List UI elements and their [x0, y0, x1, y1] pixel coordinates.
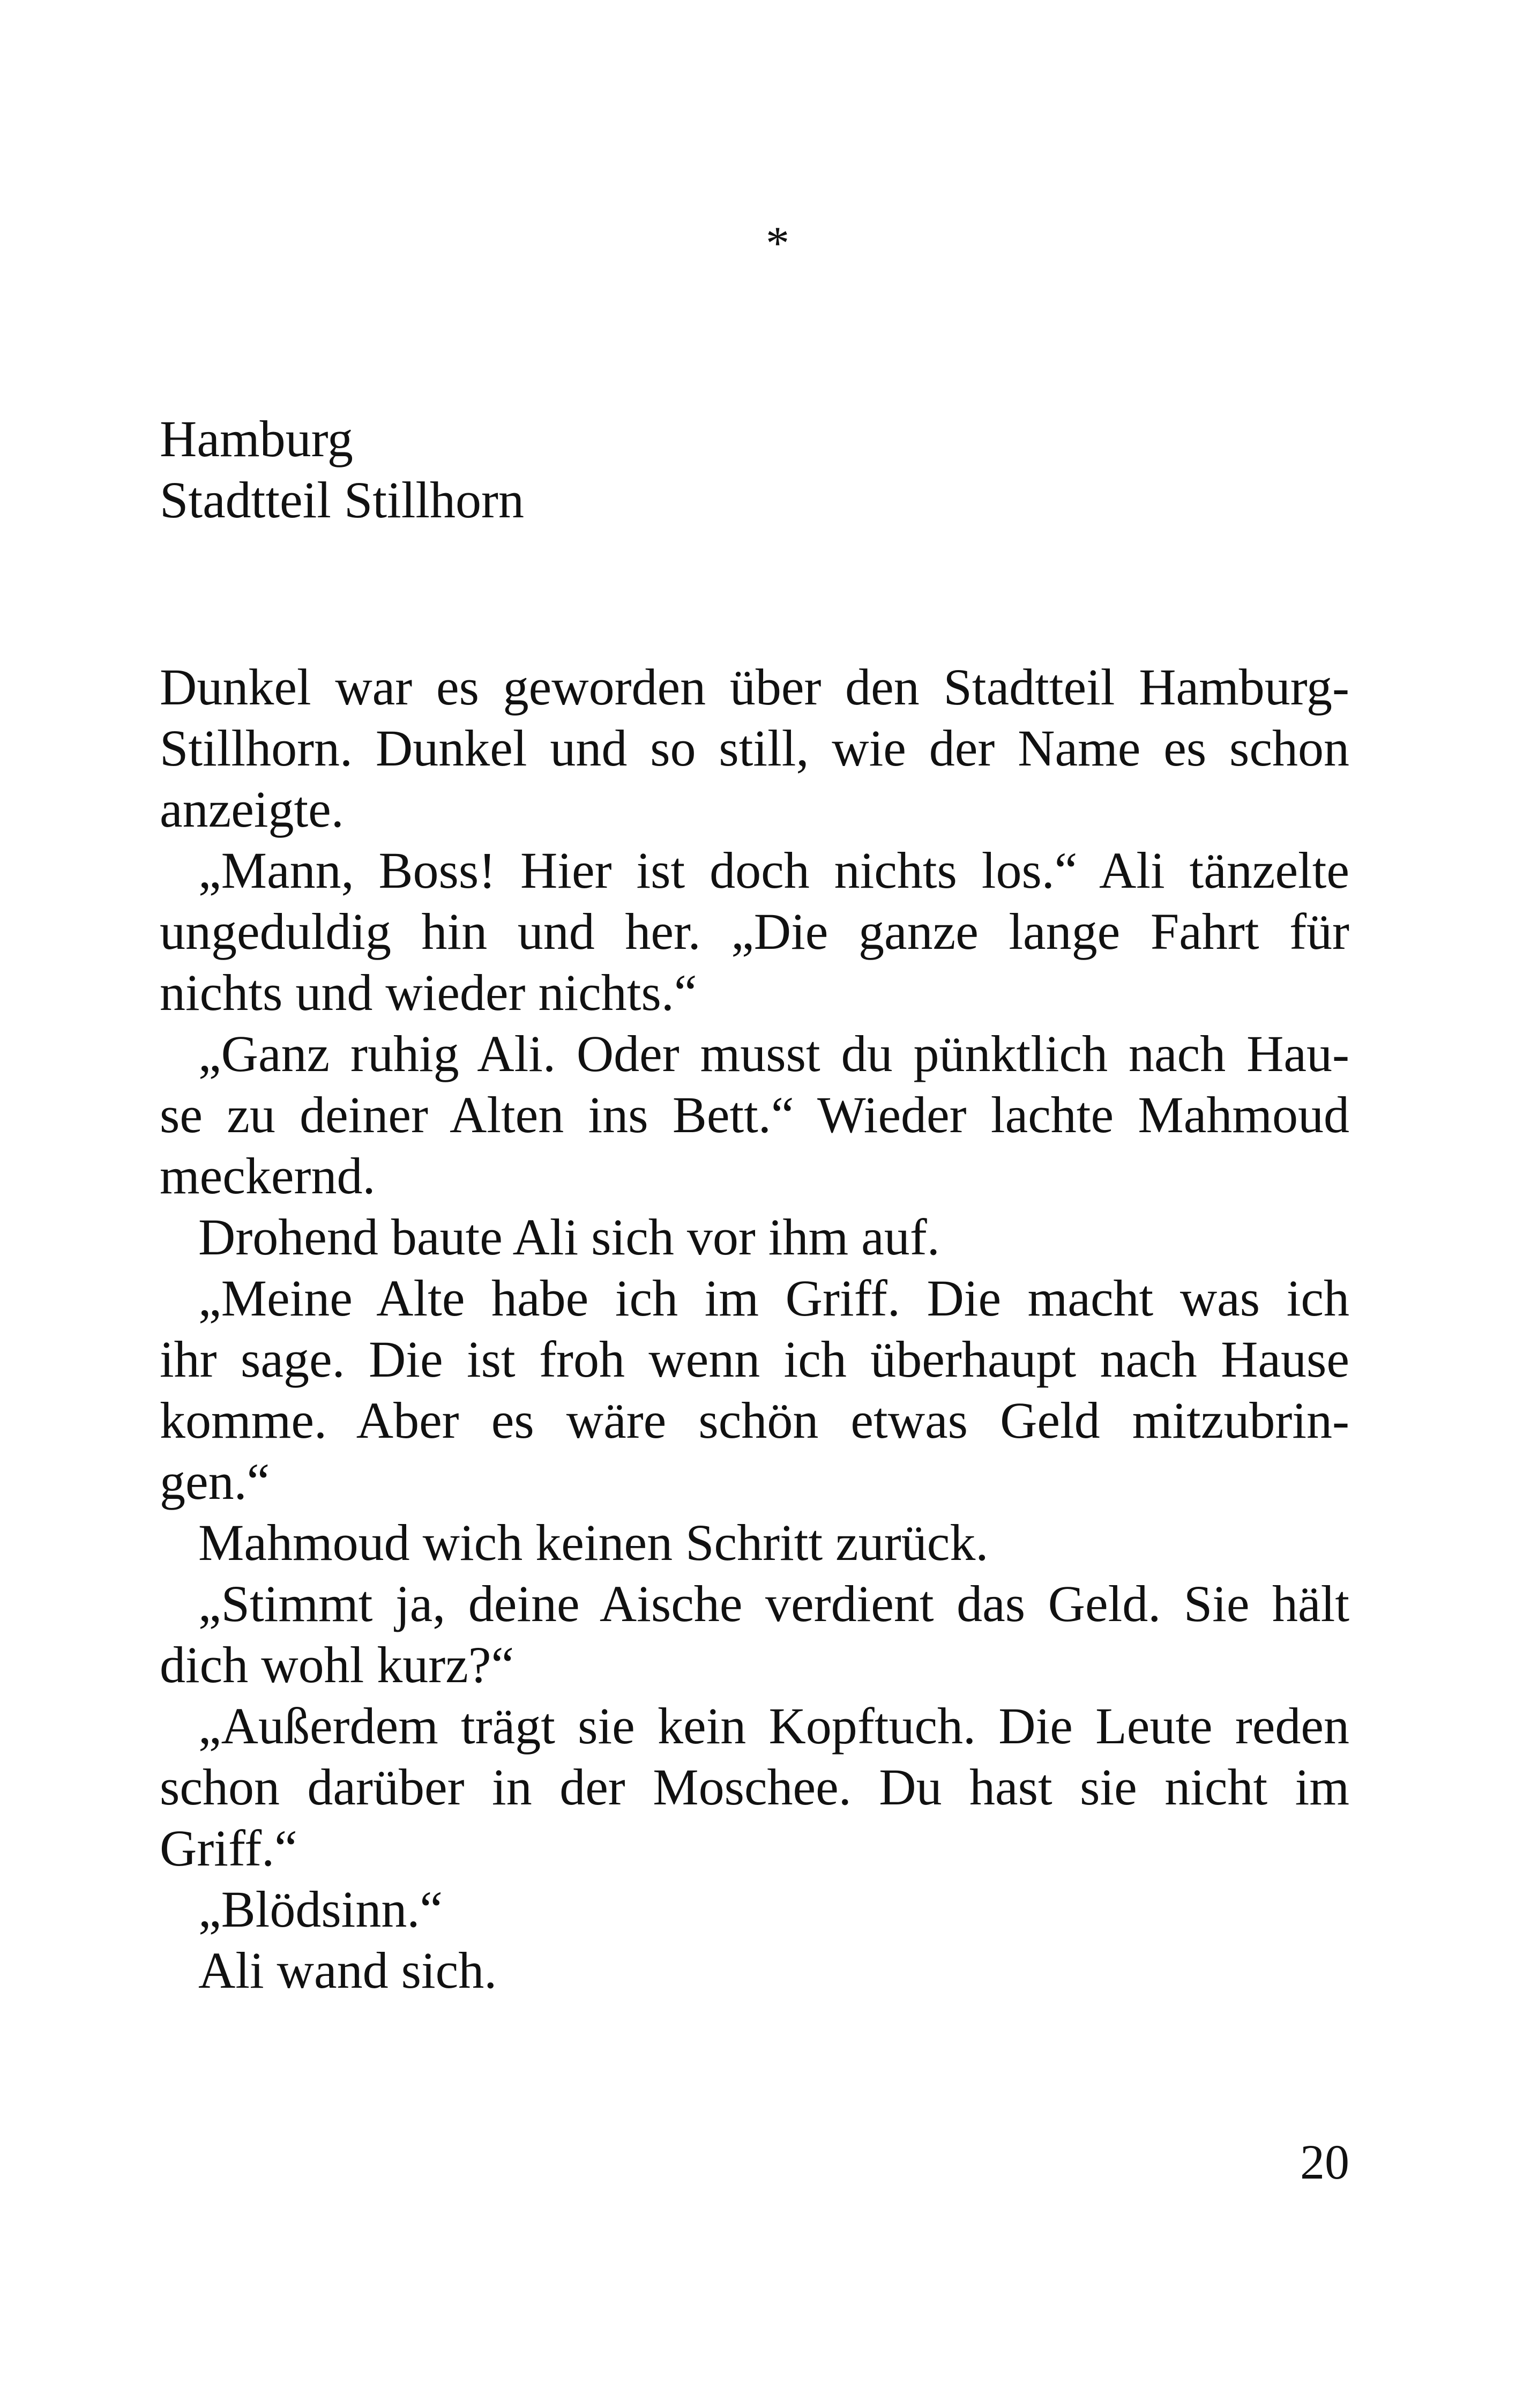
- text-line: Drohend baute Ali sich vor ihm auf.: [198, 1208, 940, 1266]
- text-line: gen.“: [160, 1453, 270, 1510]
- text-line: se zu deiner Alten ins Bett.“ Wieder lachte Mahmoud: [160, 1086, 1349, 1143]
- text-line: „Mann, Boss! Hier ist doch nichts los.“ Ali tänzelte: [198, 842, 1349, 899]
- text-line: Mahmoud wich keinen Schritt zurück.: [198, 1514, 989, 1571]
- text-line: dich wohl kurz?“: [160, 1636, 514, 1693]
- text-line: nichts und wieder nichts.“: [160, 964, 697, 1021]
- text-line: schon darüber in der Moschee. Du hast sie nicht im: [160, 1758, 1349, 1816]
- page-number: 20: [1300, 2135, 1349, 2189]
- text-line: Stillhorn. Dunkel und so still, wie der Name es schon: [160, 719, 1349, 777]
- text-line: meckernd.: [160, 1147, 376, 1205]
- text-line: „Meine Alte habe ich im Griff. Die macht was ich: [198, 1269, 1349, 1327]
- text-line: ungeduldig hin und her. „Die ganze lange Fahrt für: [160, 903, 1349, 960]
- section-separator: *: [766, 218, 789, 270]
- text-line: ihr sage. Die ist froh wenn ich überhaupt nach Hause: [160, 1331, 1349, 1388]
- text-line: „Außerdem trägt sie kein Kopftuch. Die Leute reden: [198, 1697, 1349, 1755]
- text-line: Griff.“: [160, 1819, 297, 1877]
- text-line: Ali wand sich.: [198, 1942, 497, 1999]
- location-heading: [160, 408, 524, 531]
- body-text: [160, 657, 1349, 2001]
- text-line: „Stimmt ja, deine Aische verdient das Geld. Sie hält: [198, 1575, 1349, 1632]
- text-line: anzeigte.: [160, 781, 344, 838]
- text-line: Dunkel war es geworden über den Stadtteil Hamburg-: [160, 658, 1349, 716]
- text-line: „Blödsinn.“: [198, 1881, 443, 1938]
- location-district: Stadtteil Stillhorn: [160, 471, 525, 529]
- text-line: „Ganz ruhig Ali. Oder musst du pünktlich nach Hau-: [198, 1025, 1349, 1082]
- location-city: Hamburg: [160, 410, 353, 467]
- text-line: komme. Aber es wäre schön etwas Geld mitzubrin-: [160, 1392, 1349, 1449]
